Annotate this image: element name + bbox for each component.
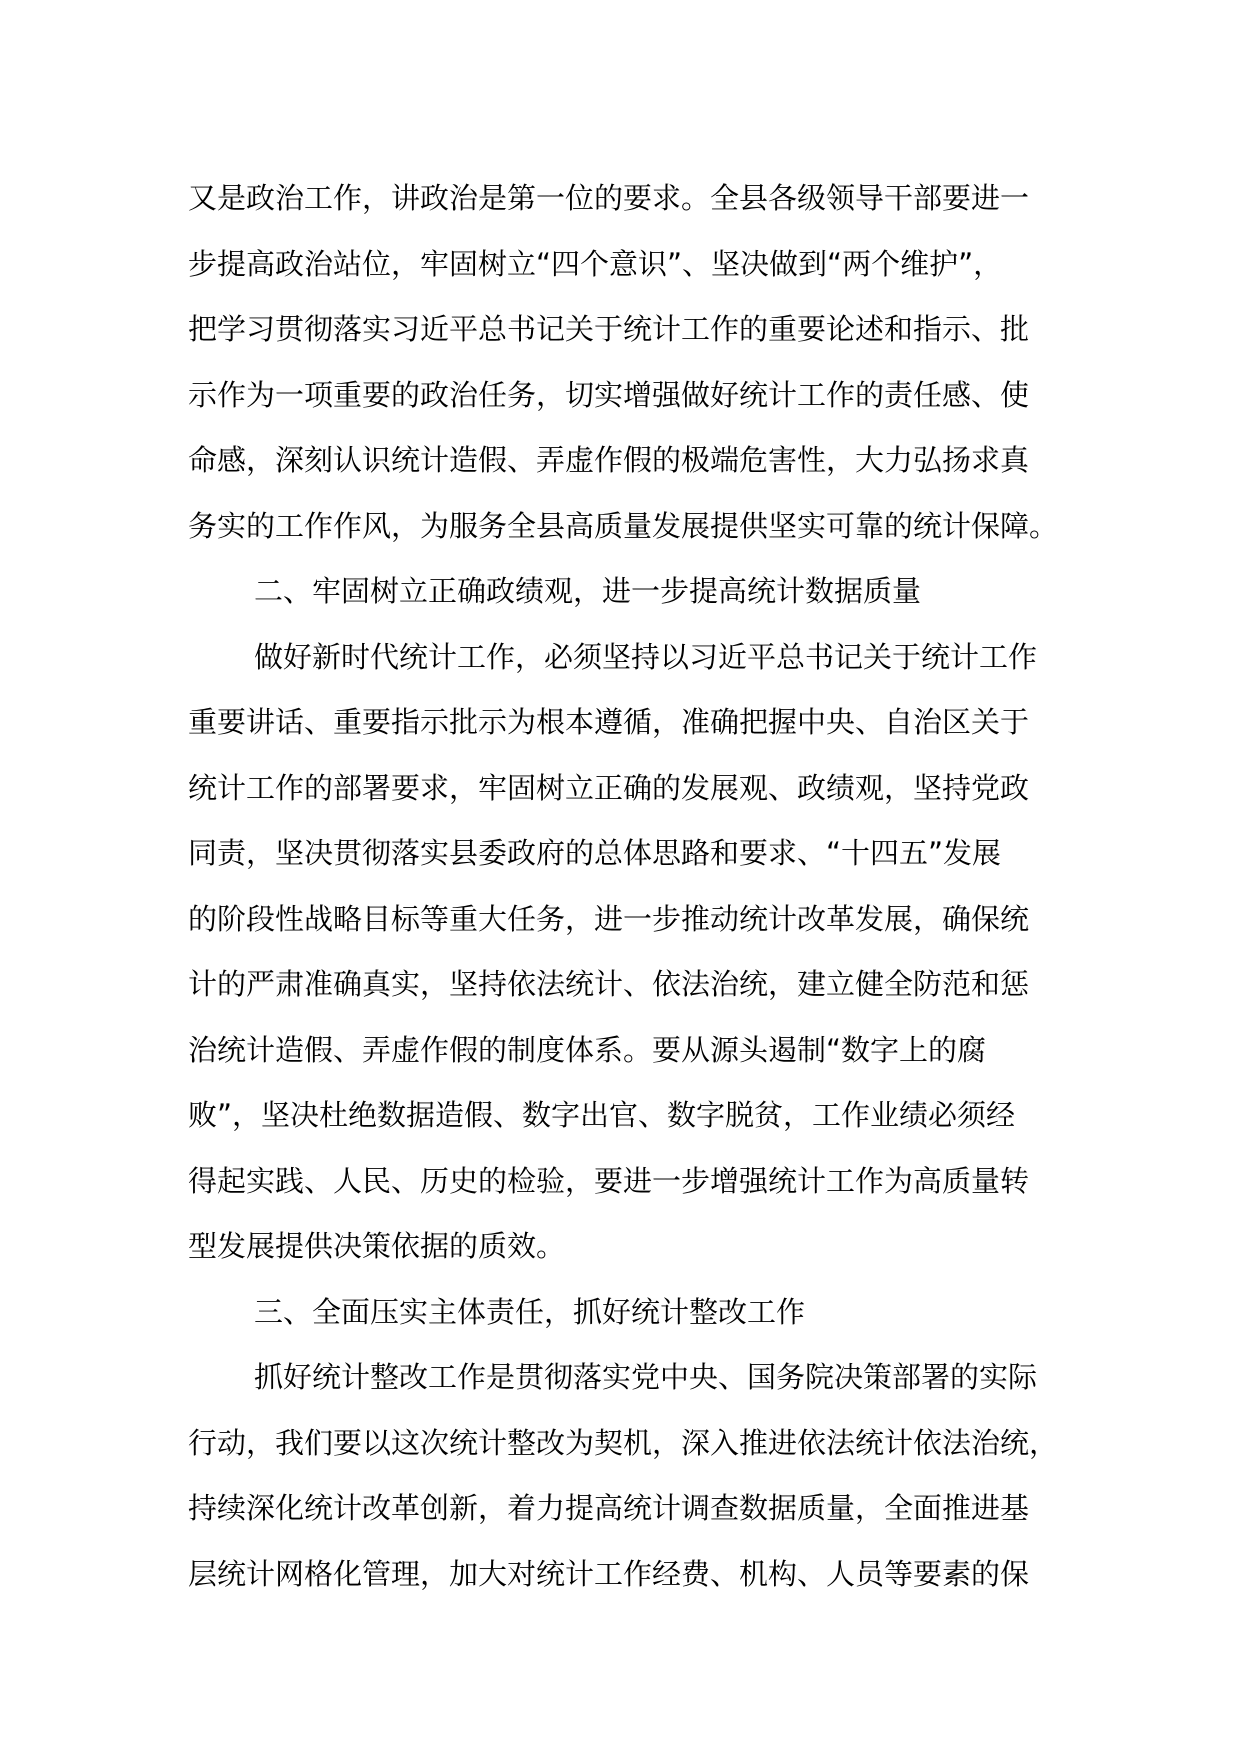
paragraph-line: 得起实践、人民、历史的检验，要进一步增强统计工作为高质量转 (188, 1163, 1030, 1198)
paragraph-line: 又是政治工作，讲政治是第一位的要求。全县各级领导干部要进一 (188, 181, 1030, 215)
paragraph-line: 败”，坚决杜绝数据造假、数字出官、数字脱贫，工作业绩必须经 (188, 1098, 1016, 1132)
paragraph-line: 计的严肃准确真实，坚持依法统计、依法治统，建立健全防范和惩 (188, 967, 1030, 1001)
paragraph-line: 示作为一项重要的政治任务，切实增强做好统计工作的责任感、使 (188, 377, 1030, 412)
paragraph-line: 步提高政治站位，牢固树立“四个意识”、坚决做到“两个维护”， (188, 246, 1003, 281)
paragraph-line: 层统计网格化管理，加大对统计工作经费、机构、人员等要素的保 (188, 1556, 1030, 1591)
paragraph-line: 统计工作的部署要求，牢固树立正确的发展观、政绩观，坚持党政 (188, 770, 1030, 805)
paragraph-line: 把学习贯彻落实习近平总书记关于统计工作的重要论述和指示、批 (188, 312, 1030, 346)
paragraph-line: 做好新时代统计工作，必须坚持以习近平总书记关于统计工作 (254, 639, 1038, 674)
paragraph-line: 同责，坚决贯彻落实县委政府的总体思路和要求、“十四五”发展 (188, 836, 1002, 870)
paragraph-line: 命感，深刻认识统计造假、弄虚作假的极端危害性，大力弘扬求真 (188, 443, 1030, 477)
paragraph-line: 持续深化统计改革创新，着力提高统计调查数据质量，全面推进基 (188, 1491, 1030, 1525)
paragraph-line: 的阶段性战略目标等重大任务，进一步推动统计改革发展，确保统 (188, 901, 1030, 936)
paragraph-line: 务实的工作作风，为服务全县高质量发展提供坚实可靠的统计保障。 (188, 508, 1059, 543)
paragraph-line: 型发展提供决策依据的质效。 (188, 1229, 566, 1263)
paragraph-line: 抓好统计整改工作是贯彻落实党中央、国务院决策部署的实际 (254, 1360, 1038, 1394)
paragraph-line: 行动，我们要以这次统计整改为契机，深入推进依法统计依法治统， (188, 1425, 1059, 1460)
paragraph-line: 治统计造假、弄虚作假的制度体系。要从源头遏制“数字上的腐 (188, 1032, 987, 1067)
section-heading: 三、全面压实主体责任，抓好统计整改工作 (254, 1294, 806, 1329)
section-heading: 二、牢固树立正确政绩观，进一步提高统计数据质量 (254, 574, 922, 608)
paragraph-line: 重要讲话、重要指示批示为根本遵循，准确把握中央、自治区关于 (188, 705, 1030, 739)
document-body (188, 166, 1064, 1607)
